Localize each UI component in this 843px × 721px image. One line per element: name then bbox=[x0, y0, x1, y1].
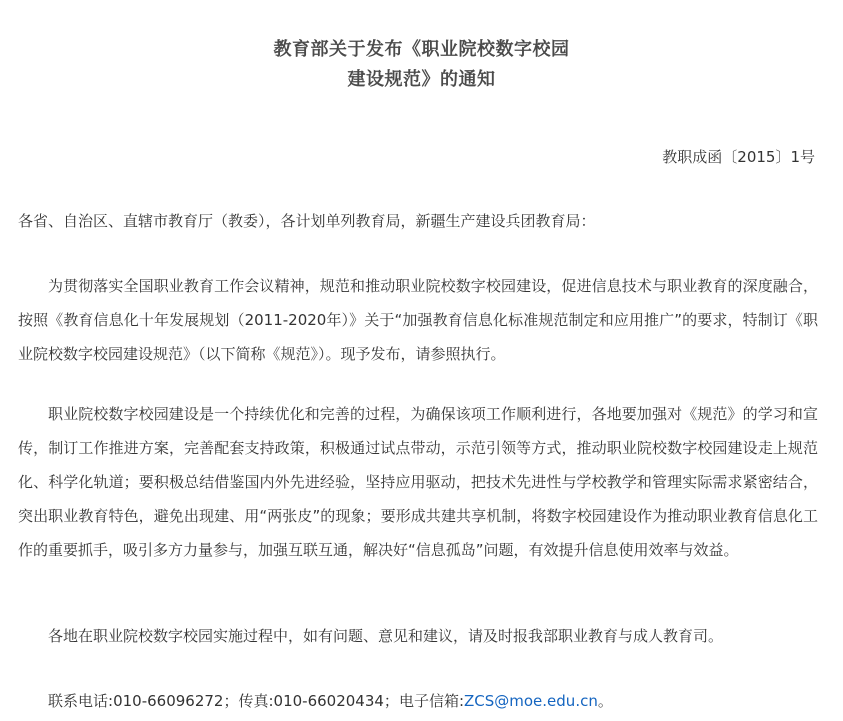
contact-end-punctuation: 。 bbox=[597, 692, 613, 710]
fax-number: 010-66020434 bbox=[273, 692, 384, 710]
phone-number: 010-66096272 bbox=[113, 692, 224, 710]
contact-line bbox=[18, 684, 818, 718]
notice-title-line-1: 教育部关于发布《职业院校数字校园 bbox=[273, 39, 570, 60]
separator: ； bbox=[383, 692, 399, 710]
email-link[interactable]: ZCS@moe.edu.cn bbox=[464, 692, 598, 710]
salutation: 各省、自治区、直辖市教育厅（教委），各计划单列教育局，新疆生产建设兵团教育局： bbox=[18, 212, 596, 230]
notice-title-line-2: 建设规范》的通知 bbox=[347, 69, 496, 90]
paragraph-1: 为贯彻落实全国职业教育工作会议精神，规范和推动职业院校数字校园建设，促进信息技术与职业教育的深度融合，按照《教育信息化十年发展规划（2011-2020年）》关于“加强教育信息化标准规范制定和应用推广”的要求，特制订《职业院校数字校园建设规范》（以下简称《规范》）。现予发布，请参照执行。 bbox=[18, 277, 818, 363]
email-label: 电子信箱: bbox=[398, 692, 464, 710]
phone-label: 联系电话: bbox=[48, 692, 114, 710]
paragraph-3: 各地在职业院校数字校园实施过程中，如有问题、意见和建议，请及时报我部职业教育与成人教育司。 bbox=[48, 627, 724, 645]
paragraph-2: 职业院校数字校园建设是一个持续优化和完善的过程，为确保该项工作顺利进行，各地要加强对《规范》的学习和宣传，制订工作推进方案，完善配套支持政策，积极通过试点带动，示范引领等方式，推动职业院校数字校园建设走上规范化、科学化轨道；要积极总结借鉴国内外先进经验，坚持应用驱动，把技术先进性与学校教学和管理实际需求紧密结合，突出职业教育特色，避免出现建、用“两张皮”的现象；要形成共建共享机制，将数字校园建设作为推动职业教育信息化工作的重要抓手，吸引多方力量参与，加强互联互通，解决好“信息孤岛”问题，有效提升信息使用效率与效益。 bbox=[18, 405, 818, 559]
document-number: 教职成函〔2015〕1号 bbox=[662, 148, 815, 166]
fax-label: 传真: bbox=[238, 692, 274, 710]
separator: ； bbox=[223, 692, 239, 710]
